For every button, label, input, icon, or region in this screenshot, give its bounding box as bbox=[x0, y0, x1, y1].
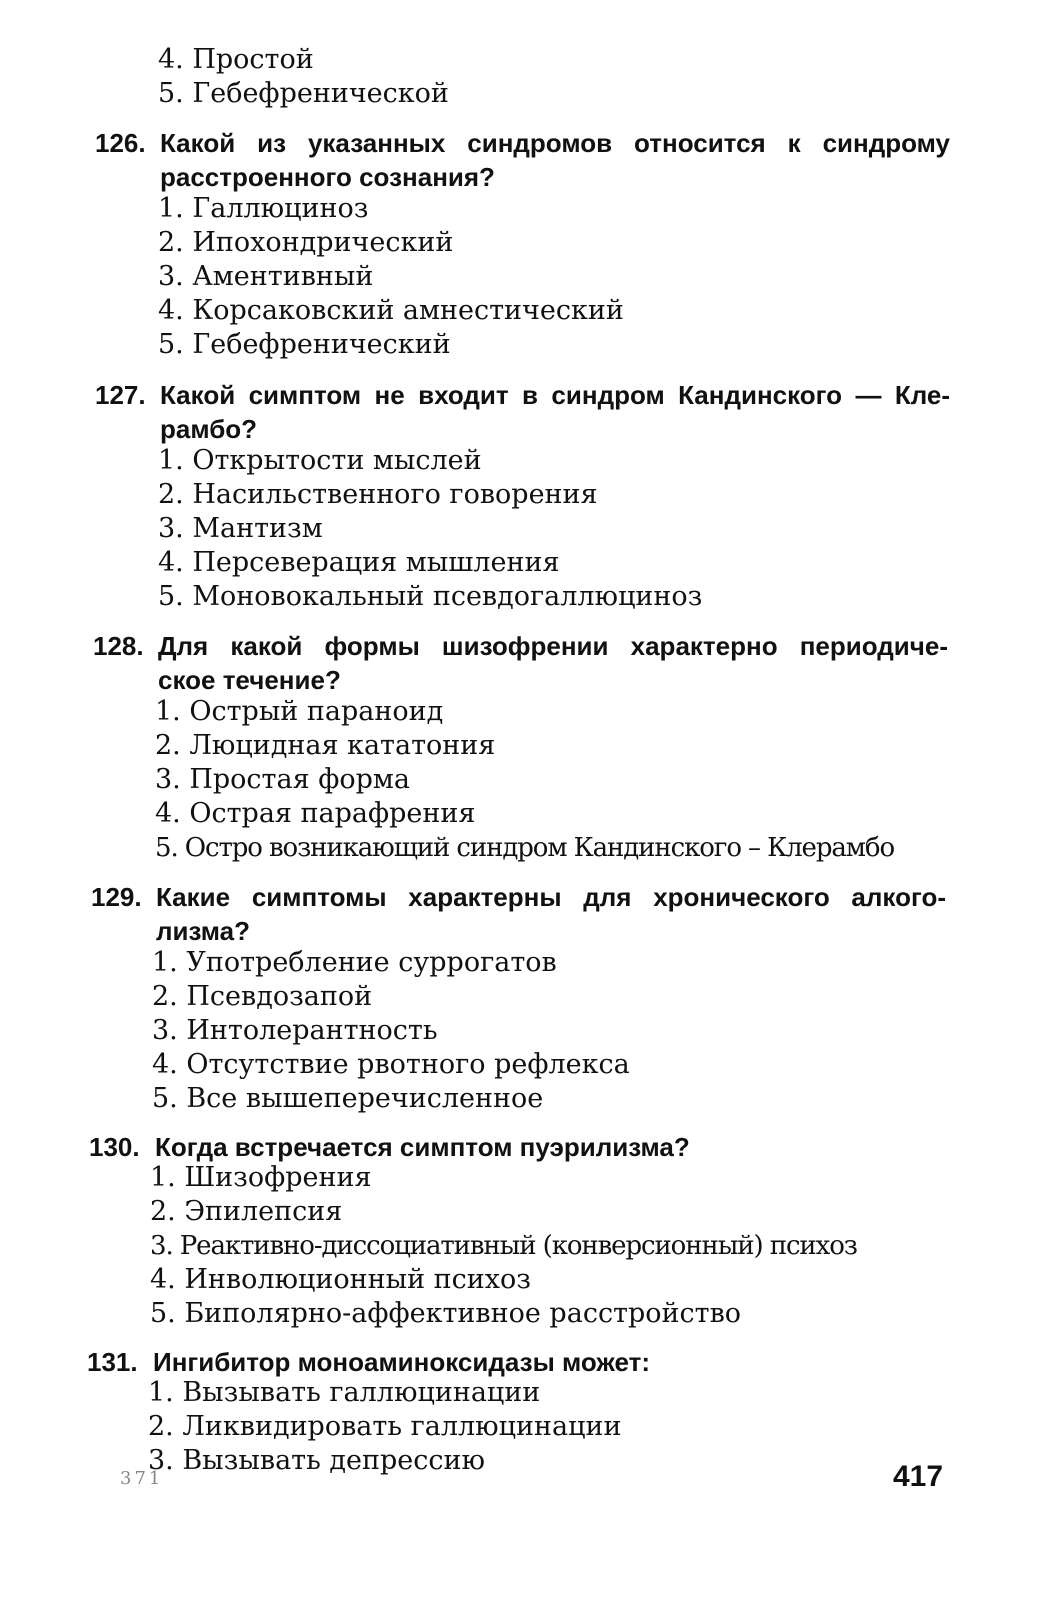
question-text: Ингибитор моноаминоксидазы может: bbox=[153, 1347, 651, 1377]
question-number: 126. bbox=[95, 128, 146, 158]
option-line: 1. Острый параноид bbox=[155, 696, 444, 727]
option-line: 5. Остро возникающий синдром Кандинского – Клерамбо bbox=[155, 833, 895, 863]
option-line: 3. Мантизм bbox=[158, 513, 323, 544]
option-line: 2. Эпилепсия bbox=[150, 1196, 343, 1227]
option-line: 3. Интолерантность bbox=[152, 1015, 438, 1046]
question-number: 128. bbox=[93, 631, 144, 661]
question-text: расстроенного сознания? bbox=[160, 162, 495, 192]
option-line: 2. Ипохондрический bbox=[158, 227, 454, 258]
question-text: Когда встречается симптом пуэрилизма? bbox=[155, 1132, 690, 1162]
option-line: 1. Открытости мыслей bbox=[158, 445, 482, 476]
option-line: 5. Биполярно-аффективное расстройство bbox=[150, 1298, 742, 1329]
question-number: 129. bbox=[91, 882, 142, 912]
question-number: 131. bbox=[87, 1347, 138, 1377]
option-line: 1. Шизофрения bbox=[150, 1162, 372, 1193]
option-line: 5. Все вышеперечисленное bbox=[152, 1083, 544, 1114]
option-line: 1. Употребление суррогатов bbox=[152, 947, 557, 978]
question-number: 127. bbox=[95, 380, 146, 410]
option-line: 4. Инволюционный психоз bbox=[150, 1264, 531, 1295]
question-text: Для какой формы шизофрении характерно периодиче- bbox=[158, 631, 948, 661]
option-line: 4. Острая парафрения bbox=[155, 798, 476, 829]
option-line: 3. Реактивно-диссоциативный (конверсионный) психоз bbox=[150, 1231, 857, 1261]
question-text: лизма? bbox=[156, 916, 251, 946]
option-line: 3. Вызывать депрессию bbox=[148, 1445, 486, 1476]
option-line: 1. Вызывать галлюцинации bbox=[148, 1377, 541, 1408]
print-mark: 371 bbox=[120, 1468, 164, 1489]
question-text: Какие симптомы характерны для хронического алкого- bbox=[156, 882, 946, 912]
option-line: 2. Ликвидировать галлюцинации bbox=[148, 1411, 622, 1442]
option-line: 4. Простой bbox=[158, 44, 314, 75]
option-line: 2. Насильственного говорения bbox=[158, 479, 598, 510]
option-line: 5. Моновокальный псевдогаллюциноз bbox=[158, 581, 703, 612]
page-number: 417 bbox=[893, 1460, 944, 1493]
question-text: рамбо? bbox=[160, 414, 258, 444]
question-number: 130. bbox=[89, 1132, 140, 1162]
option-line: 3. Простая форма bbox=[155, 764, 410, 795]
option-line: 2. Люцидная кататония bbox=[155, 730, 496, 761]
option-line: 4. Корсаковский амнестический bbox=[158, 295, 624, 326]
question-text: Какой из указанных синдромов относится к синдрому bbox=[160, 128, 950, 158]
question-text: Какой симптом не входит в синдром Кандинского — Кле- bbox=[160, 380, 950, 410]
option-line: 4. Персеверация мышления bbox=[158, 547, 560, 578]
option-line: 4. Отсутствие рвотного рефлекса bbox=[152, 1049, 630, 1080]
question-text: ское течение? bbox=[158, 665, 341, 695]
option-line: 5. Гебефренический bbox=[158, 329, 451, 360]
option-line: 1. Галлюциноз bbox=[158, 193, 369, 224]
option-line: 5. Гебефренической bbox=[158, 78, 449, 109]
option-line: 3. Аментивный bbox=[158, 261, 374, 292]
option-line: 2. Псевдозапой bbox=[152, 981, 373, 1012]
